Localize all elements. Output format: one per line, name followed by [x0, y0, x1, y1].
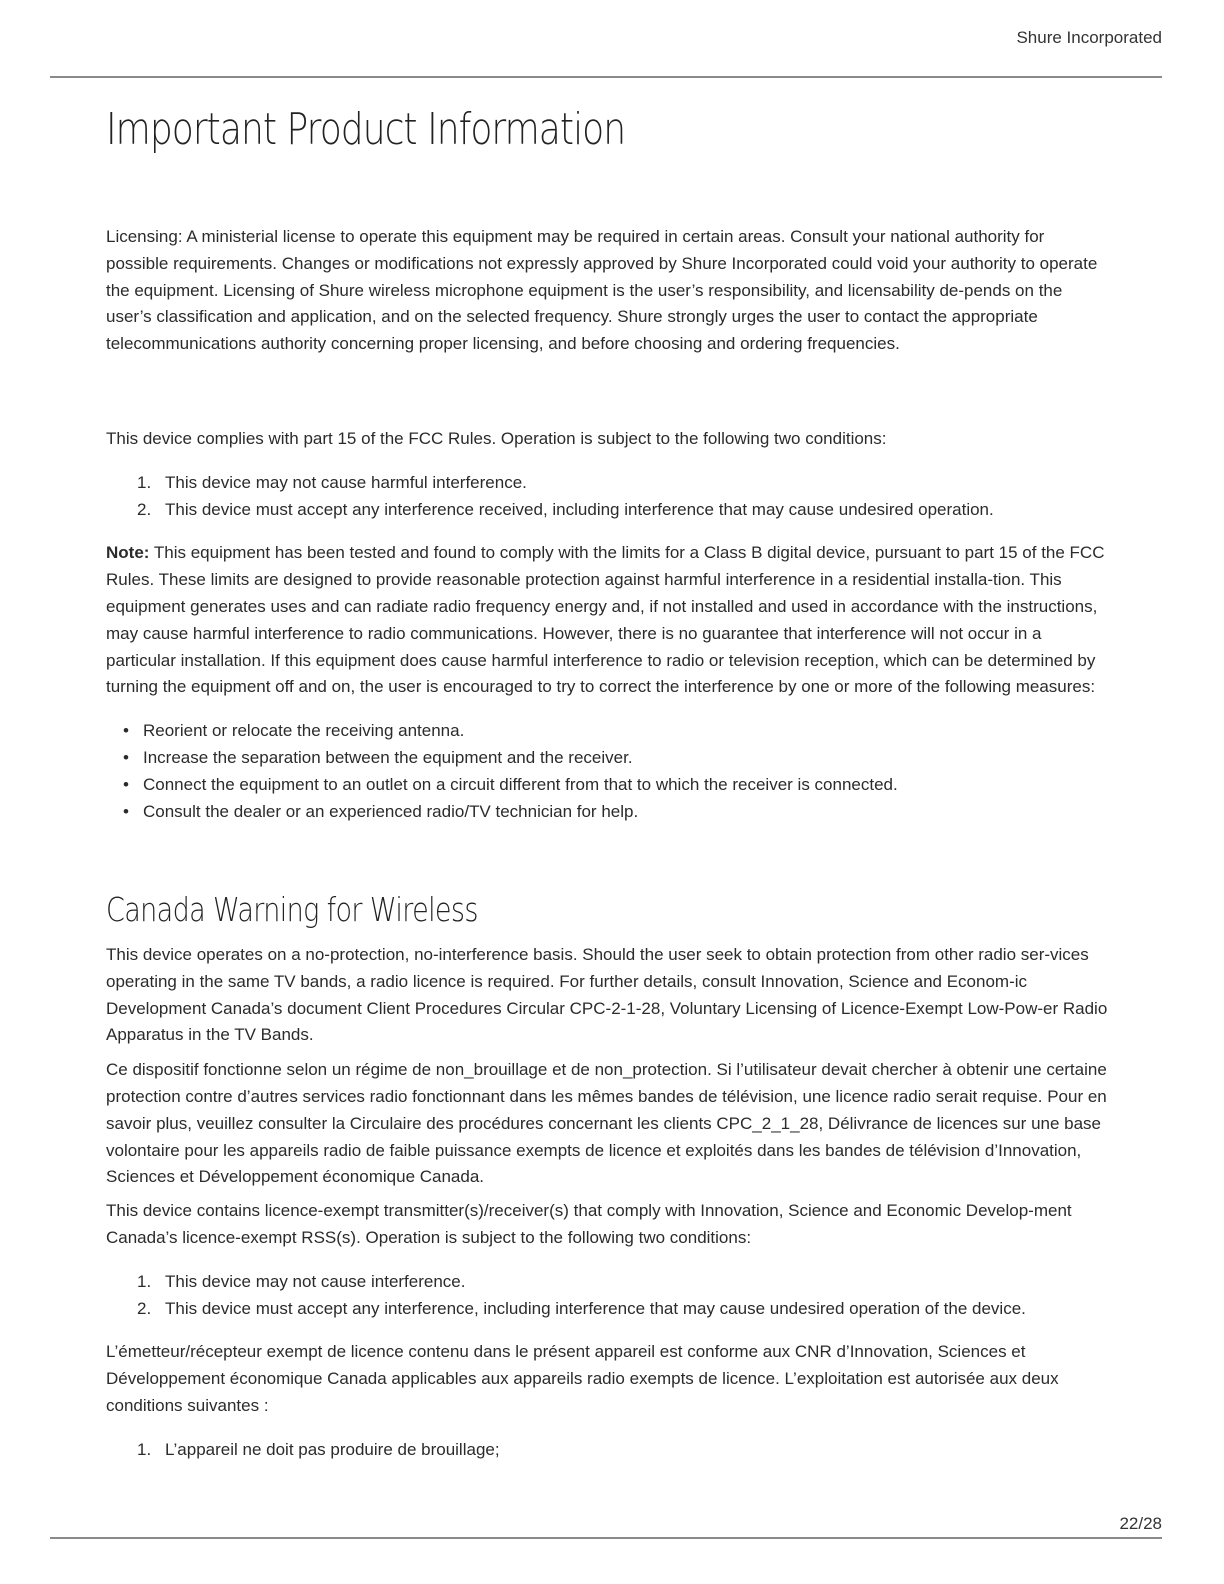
canada-rss-intro: This device contains licence-exempt transmitter(s)/receiver(s) that comply with Innovation, Science and Economic Develop-ment Canada’s licence-exempt RSS(s). Operation is subject to the following two conditions:	[106, 1201, 1072, 1247]
canada-french-paragraph: Ce dispositif fonctionne selon un régime de non_brouillage et de non_protection. Si l’utilisateur devait chercher à obtenir une certaine protection contre d’autres services radio fonctionnant dans les mêmes bandes de télévision, une licence radio serait requise. Pour en savoir plus, veuillez consulter la Circulaire des procédures concernant les clients CPC_2_1_28, Délivrance de licences sur une base volontaire pour les appareils radio de faible puissance exempts de licence et exploités dans les bandes de télévision d’Innovation, Sciences et Développement économique Canada.	[106, 1060, 1107, 1187]
fcc-measures-list	[106, 718, 1110, 825]
fcc-note-paragraph: Note: This equipment has been tested and found to comply with the limits for a Class B digital device, pursuant to part 15 of the FCC Rules. These limits are designed to provide reasonable protection against harmful interference in a residential installa-tion. This equipment generates uses and can radiate radio frequency energy and, if not installed and used in accordance with the instructions, may cause harmful interference to radio communications. However, there is no guarantee that interference will not occur in a particular installation. If this equipment does cause harmful interference to radio or television reception, which can be determined by turning the equipment off and on, the user is encouraged to try to correct the interference by one or more of the following measures:	[106, 543, 1105, 697]
list-item: • Reorient or relocate the receiving antenna.	[123, 721, 465, 741]
page-title: Important Product Information	[106, 104, 626, 155]
licensing-paragraph: Licensing: A ministerial license to operate this equipment may be required in certain areas. Consult your national authority for possible requirements. Changes or modifications not expressly approved by Shure Incorporated could void your authority to operate the equipment. Licensing of Shure wireless microphone equipment is the user’s responsibility, and licensability de-pends on the user’s classification and application, and on the selected frequency. Shure strongly urges the user to contact the appropriate telecommunications authority concerning proper licensing, and before choosing and ordering frequencies.	[106, 227, 1098, 354]
list-item: 2. This device must accept any interference received, including interference that may cause undesired operation.	[137, 499, 994, 519]
licensing-section	[106, 224, 1110, 358]
list-item: 1. L’appareil ne doit pas produire de brouillage;	[137, 1439, 500, 1459]
canada-english-paragraph: This device operates on a no-protection, no-interference basis. Should the user seek to obtain protection from other radio ser-vices operating in the same TV bands, a radio licence is required. For further details, consult Innovation, Science and Econom-ic Development Canada’s document Client Procedures Circular CPC-2-1-28, Voluntary Licensing of Licence-Exempt Low-Pow-er Radio Apparatus in the TV Bands.	[106, 945, 1108, 1045]
footer-divider	[50, 1537, 1162, 1539]
canada-section	[106, 942, 1110, 1464]
page-number: 22/28	[1119, 1514, 1162, 1533]
list-item: 2. This device must accept any interference, including interference that may cause undesired operation of the device.	[137, 1298, 1026, 1318]
list-item: • Increase the separation between the equipment and the receiver.	[123, 747, 633, 767]
canada-conditions-list-french	[106, 1437, 1110, 1464]
header-company-name: Shure Incorporated	[1016, 28, 1162, 47]
list-item: 1. This device may not cause interference.	[137, 1271, 466, 1291]
list-item: 1. This device may not cause harmful interference.	[137, 472, 527, 492]
canada-heading: Canada Warning for Wireless	[106, 890, 478, 929]
note-label: Note:	[106, 543, 150, 563]
fcc-section	[106, 426, 1110, 825]
list-item: • Consult the dealer or an experienced radio/TV technician for help.	[123, 801, 639, 821]
canada-rss-intro-french: L’émetteur/récepteur exempt de licence contenu dans le présent appareil est conforme aux CNR d’Innovation, Sciences et Développement économique Canada applicables aux appareils radio exempts de licence. L’exploitation est autorisée aux deux conditions suivantes :	[106, 1342, 1059, 1415]
header-divider	[50, 76, 1162, 78]
canada-conditions-list	[106, 1269, 1110, 1323]
list-item: • Connect the equipment to an outlet on a circuit different from that to which the receiver is connected.	[123, 774, 898, 794]
fcc-conditions-list	[106, 470, 1110, 524]
fcc-intro-paragraph: This device complies with part 15 of the FCC Rules. Operation is subject to the following two conditions:	[106, 429, 887, 448]
